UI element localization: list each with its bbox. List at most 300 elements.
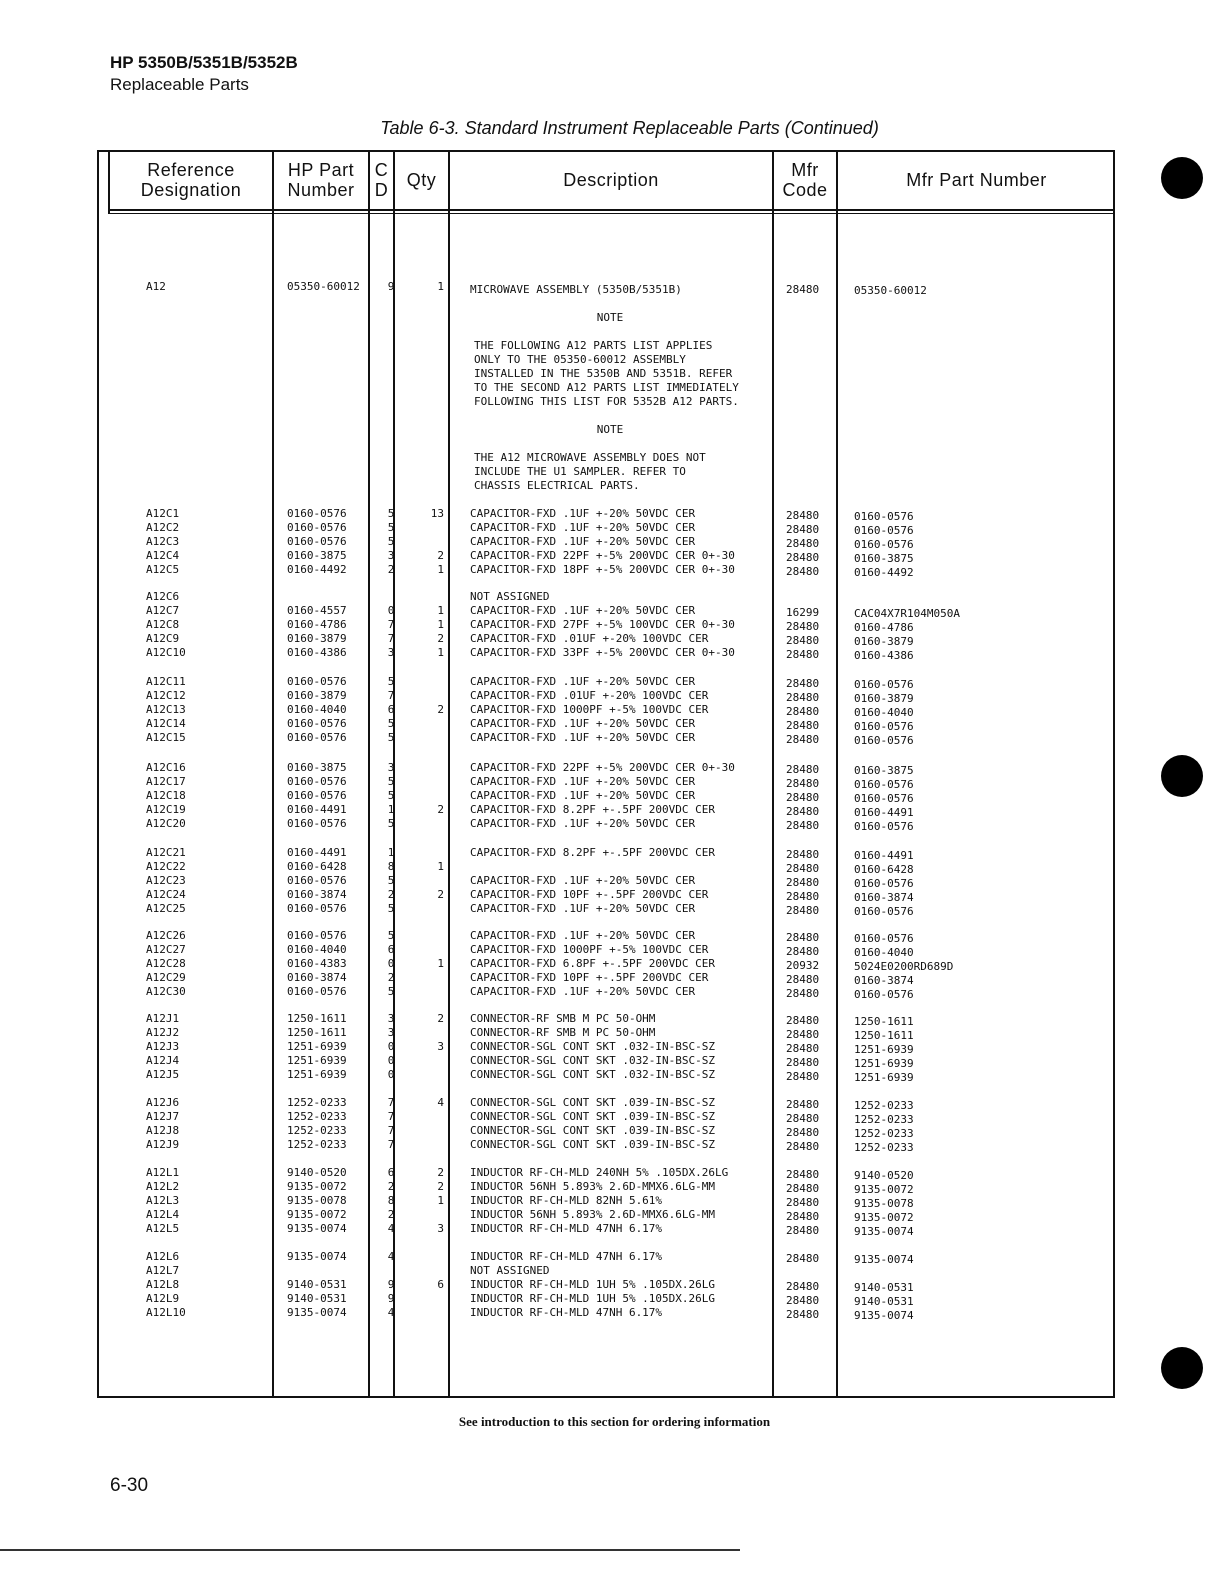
cell-mfr-part: CAC04X7R104M050A — [854, 606, 960, 620]
cell-mfr-code: 28480 — [786, 790, 820, 804]
cell-mfr-code: 28480 — [786, 804, 820, 818]
cell-mfr-part: 1252-0233 — [854, 1099, 914, 1112]
cell-hp-part: 1251-6939 — [287, 1053, 347, 1067]
cell-mfr-part: 0160-0576 — [854, 876, 914, 890]
cell-cd: 3 — [387, 548, 395, 562]
cell-mfr-code: 28480 — [786, 1209, 820, 1223]
table-caption: Table 6-3. Standard Instrument Replaceable Parts (Continued) — [380, 118, 879, 138]
cell-mfr-part: 0160-3874 — [854, 890, 914, 904]
cell-description: CAPACITOR-FXD 1000PF +-5% 100VDC CER — [470, 702, 709, 716]
cell-mfr-part: 0160-0576 — [854, 510, 914, 523]
cell-mfr-part: 0160-0576 — [854, 791, 914, 805]
cell-mfr-code: 28480 — [786, 1041, 820, 1055]
cell-description: CONNECTOR-SGL CONT SKT .039-IN-BSC-SZ — [470, 1096, 716, 1109]
cell-mfr-code: 28480 — [786, 1055, 820, 1069]
cell-qty: 2 — [437, 887, 444, 901]
cell-mfr-code: 28480 — [786, 550, 820, 564]
col-header-mfr-code: Mfr Code — [782, 160, 828, 200]
table-divider — [108, 213, 1115, 214]
cell-mfr-code: 28480 — [786, 1223, 820, 1237]
cell-ref: A12C21 — [146, 846, 186, 859]
cell-description: INDUCTOR RF-CH-MLD 47NH 6.17% — [470, 1221, 663, 1235]
cell-hp-part: 0160-3875 — [287, 761, 347, 774]
cell-description: CAPACITOR-FXD 22PF +-5% 200VDC CER 0+-30 — [470, 761, 735, 774]
col-header-mfr-part-number: Mfr Part Number — [906, 170, 1047, 190]
cell-ref: A12J7 — [146, 1109, 180, 1123]
cell-mfr-code: 28480 — [786, 861, 820, 875]
cell-qty: 3 — [437, 1039, 444, 1053]
cell-mfr-code: 28480 — [786, 1168, 820, 1181]
cell-qty: 2 — [437, 631, 444, 645]
cell-hp-part: 0160-4491 — [287, 802, 347, 816]
cell-mfr-code: 28480 — [786, 522, 820, 536]
note-text: THE A12 MICROWAVE ASSEMBLY DOES NOT INCLUDE THE U1 SAMPLER. REFER TO CHASSIS ELECTRICAL PARTS. — [474, 451, 706, 492]
cell-mfr-code: 28480 — [786, 509, 820, 522]
cell-mfr-code: 28480 — [786, 875, 820, 889]
cell-ref: A12C19 — [146, 802, 186, 816]
cell-mfr-part: 1250-1611 — [854, 1028, 914, 1042]
cell-hp-part: 1252-0233 — [287, 1109, 347, 1123]
cell-mfr-code: 28480 — [786, 619, 820, 633]
cell-cd: 5 — [387, 534, 395, 548]
cell-description: CAPACITOR-FXD .1UF +-20% 50VDC CER — [470, 534, 696, 548]
cell-hp-part: 0160-0576 — [287, 774, 347, 788]
cell-description: CONNECTOR-SGL CONT SKT .039-IN-BSC-SZ — [470, 1123, 716, 1137]
cell-ref: A12 — [146, 280, 166, 293]
cell-mfr-code: 28480 — [786, 1014, 820, 1027]
cell-cd: 0 — [387, 1039, 395, 1053]
cell-mfr-part: 1250-1611 — [854, 1015, 914, 1028]
cell-cd: 9 — [387, 280, 395, 293]
cell-qty: 2 — [437, 1166, 444, 1179]
cell-mfr-part: 1251-6939 — [854, 1070, 914, 1084]
cell-mfr-part: 1252-0233 — [854, 1112, 914, 1126]
cell-mfr-part: 05350-60012 — [854, 284, 927, 297]
cell-mfr-part: 0160-3879 — [854, 634, 914, 648]
cell-mfr-code: 28480 — [786, 1098, 820, 1111]
cell-hp-part: 0160-0576 — [287, 929, 347, 942]
cell-description: INDUCTOR RF-CH-MLD 1UH 5% .105DX.26LG — [470, 1277, 716, 1291]
cell-cd: 5 — [387, 929, 395, 942]
cell-hp-part: 0160-0576 — [287, 534, 347, 548]
cell-description: CAPACITOR-FXD .1UF +-20% 50VDC CER — [470, 929, 696, 942]
cell-cd: 3 — [387, 645, 395, 659]
note-text: THE FOLLOWING A12 PARTS LIST APPLIES ONLY TO THE 05350-60012 ASSEMBLY INSTALLED IN THE 5350B AND 5351B. REFER TO THE SECOND A12 PARTS LIST IMMEDIATELY FOLLOWING THIS LIST FOR 5352B A12 PARTS. — [474, 339, 739, 408]
cell-mfr-code: 28480 — [786, 1307, 820, 1321]
cell-hp-part: 0160-4786 — [287, 617, 347, 631]
cell-cd: 5 — [387, 675, 395, 688]
document-header — [110, 52, 298, 96]
cell-description: CAPACITOR-FXD .1UF +-20% 50VDC CER — [470, 716, 696, 730]
cell-cd: 6 — [387, 1166, 395, 1179]
cell-mfr-part: 9135-0072 — [854, 1210, 914, 1224]
cell-description: CAPACITOR-FXD 10PF +-.5PF 200VDC CER — [470, 887, 709, 901]
cell-ref: A12J1 — [146, 1012, 180, 1025]
cell-hp-part: 0160-0576 — [287, 901, 347, 915]
cell-ref: A12L6 — [146, 1250, 180, 1263]
cell-ref: A12C12 — [146, 688, 186, 702]
cell-cd: 7 — [387, 688, 395, 702]
cell-qty: 2 — [437, 548, 444, 562]
cell-cd: 2 — [387, 1207, 395, 1221]
cell-mfr-code: 16299 — [786, 605, 820, 619]
cell-cd: 7 — [387, 1137, 395, 1151]
cell-cd: 9 — [387, 1277, 395, 1291]
cell-hp-part: 05350-60012 — [287, 280, 360, 293]
col-header-description: Description — [563, 170, 659, 190]
cell-hp-part: 0160-4040 — [287, 702, 347, 716]
cell-mfr-part: 9135-0074 — [854, 1224, 914, 1238]
cell-mfr-code: 28480 — [786, 283, 820, 296]
cell-qty: 2 — [437, 1012, 444, 1025]
note-label: NOTE — [596, 423, 624, 436]
binding-hole — [1161, 755, 1203, 797]
cell-hp-part: 0160-3875 — [287, 548, 347, 562]
note-label: NOTE — [596, 311, 624, 324]
cell-ref: A12L5 — [146, 1221, 180, 1235]
cell-cd: 5 — [387, 816, 395, 830]
cell-mfr-part: 0160-6428 — [854, 862, 914, 876]
cell-description: CONNECTOR-SGL CONT SKT .039-IN-BSC-SZ — [470, 1109, 716, 1123]
cell-mfr-code: 28480 — [786, 1069, 820, 1083]
cell-description: CONNECTOR-SGL CONT SKT .032-IN-BSC-SZ — [470, 1053, 716, 1067]
cell-mfr-code: 28480 — [786, 1252, 820, 1265]
cell-qty: 1 — [437, 280, 444, 293]
cell-ref: A12C4 — [146, 548, 180, 562]
table-divider — [772, 150, 774, 1398]
cell-mfr-code: 28480 — [786, 972, 820, 986]
cell-cd: 8 — [387, 1193, 395, 1207]
cell-cd: 7 — [387, 1123, 395, 1137]
cell-mfr-part: 0160-0576 — [854, 777, 914, 791]
cell-cd: 5 — [387, 520, 395, 534]
cell-mfr-part: 0160-4040 — [854, 945, 914, 959]
cell-mfr-code: 28480 — [786, 848, 820, 861]
cell-cd: 4 — [387, 1305, 395, 1319]
cell-mfr-code: 28480 — [786, 690, 820, 704]
cell-mfr-code: 28480 — [786, 1111, 820, 1125]
cell-mfr-part: 9135-0074 — [854, 1253, 914, 1266]
col-header-reference-designation: Reference Designation — [140, 160, 242, 200]
col-header-qty: Qty — [406, 170, 437, 190]
cell-description: INDUCTOR 56NH 5.893% 2.6D-MMX6.6LG-MM — [470, 1207, 716, 1221]
cell-hp-part: 0160-4491 — [287, 846, 347, 859]
cell-mfr-code: 28480 — [786, 1125, 820, 1139]
cell-ref: A12L3 — [146, 1193, 180, 1207]
cell-ref: A12C28 — [146, 956, 186, 970]
cell-cd: 5 — [387, 788, 395, 802]
cell-description: NOT ASSIGNED — [470, 1263, 550, 1277]
cell-mfr-part: 1251-6939 — [854, 1056, 914, 1070]
cell-hp-part: 0160-0576 — [287, 816, 347, 830]
cell-description: CONNECTOR-RF SMB M PC 50-OHM — [470, 1025, 656, 1039]
cell-hp-part: 0160-0576 — [287, 788, 347, 802]
cell-description: CAPACITOR-FXD .1UF +-20% 50VDC CER — [470, 984, 696, 998]
cell-hp-part: 1252-0233 — [287, 1123, 347, 1137]
cell-ref: A12J6 — [146, 1096, 180, 1109]
cell-mfr-part: 0160-0576 — [854, 904, 914, 918]
cell-cd: 5 — [387, 984, 395, 998]
cell-ref: A12C5 — [146, 562, 180, 576]
cell-mfr-code: 28480 — [786, 647, 820, 661]
cell-cd: 7 — [387, 617, 395, 631]
cell-mfr-part: 1251-6939 — [854, 1042, 914, 1056]
cell-description: CAPACITOR-FXD .1UF +-20% 50VDC CER — [470, 901, 696, 915]
cell-hp-part: 0160-3874 — [287, 887, 347, 901]
cell-qty: 2 — [437, 1179, 444, 1193]
cell-ref: A12C6 — [146, 590, 180, 603]
cell-hp-part: 0160-0576 — [287, 873, 347, 887]
cell-hp-part: 1252-0233 — [287, 1096, 347, 1109]
cell-cd: 9 — [387, 1291, 395, 1305]
cell-hp-part: 0160-4040 — [287, 942, 347, 956]
cell-cd: 2 — [387, 887, 395, 901]
cell-ref: A12J5 — [146, 1067, 180, 1081]
cell-ref: A12C13 — [146, 702, 186, 716]
cell-description: CAPACITOR-FXD 22PF +-5% 200VDC CER 0+-30 — [470, 548, 735, 562]
cell-cd: 7 — [387, 631, 395, 645]
cell-ref: A12L4 — [146, 1207, 180, 1221]
cell-mfr-part: 9140-0520 — [854, 1169, 914, 1182]
cell-ref: A12L2 — [146, 1179, 180, 1193]
cell-mfr-code: 28480 — [786, 718, 820, 732]
col-header-hp-part-number: HP Part Number — [287, 160, 355, 200]
cell-ref: A12L9 — [146, 1291, 180, 1305]
cell-cd: 2 — [387, 562, 395, 576]
cell-hp-part: 9135-0072 — [287, 1207, 347, 1221]
cell-cd: 1 — [387, 802, 395, 816]
cell-ref: A12J8 — [146, 1123, 180, 1137]
cell-mfr-part: 0160-0576 — [854, 733, 914, 747]
cell-cd: 5 — [387, 774, 395, 788]
cell-hp-part: 0160-0576 — [287, 730, 347, 744]
cell-hp-part: 0160-4557 — [287, 603, 347, 617]
cell-cd: 3 — [387, 761, 395, 774]
cell-ref: A12C22 — [146, 859, 186, 873]
cell-cd: 5 — [387, 901, 395, 915]
cell-ref: A12C23 — [146, 873, 186, 887]
cell-description: CAPACITOR-FXD .1UF +-20% 50VDC CER — [470, 873, 696, 887]
cell-cd: 7 — [387, 1109, 395, 1123]
cell-hp-part: 1250-1611 — [287, 1025, 347, 1039]
cell-description: CAPACITOR-FXD 33PF +-5% 200VDC CER 0+-30 — [470, 645, 735, 659]
cell-cd: 4 — [387, 1221, 395, 1235]
cell-ref: A12C15 — [146, 730, 186, 744]
cell-qty: 4 — [437, 1096, 444, 1109]
cell-qty: 1 — [437, 645, 444, 659]
cell-hp-part: 0160-0576 — [287, 716, 347, 730]
cell-qty: 1 — [437, 617, 444, 631]
cell-ref: A12C17 — [146, 774, 186, 788]
cell-cd: 5 — [387, 873, 395, 887]
col-header-cd: C D — [374, 160, 389, 200]
cell-mfr-code: 28480 — [786, 1139, 820, 1153]
cell-cd: 0 — [387, 1067, 395, 1081]
cell-cd: 4 — [387, 1250, 395, 1263]
cell-description: INDUCTOR RF-CH-MLD 1UH 5% .105DX.26LG — [470, 1291, 716, 1305]
cell-cd: 2 — [387, 1179, 395, 1193]
cell-mfr-part: 0160-4040 — [854, 705, 914, 719]
cell-ref: A12C11 — [146, 675, 186, 688]
cell-ref: A12L8 — [146, 1277, 180, 1291]
cell-hp-part: 0160-0576 — [287, 520, 347, 534]
cell-ref: A12C25 — [146, 901, 186, 915]
table-divider — [836, 150, 838, 1398]
cell-cd: 3 — [387, 1012, 395, 1025]
cell-cd: 2 — [387, 970, 395, 984]
cell-mfr-part: 0160-3879 — [854, 691, 914, 705]
cell-mfr-part: 0160-0576 — [854, 819, 914, 833]
cell-cd: 1 — [387, 846, 395, 859]
ordering-info-note: See introduction to this section for ordering information — [458, 1414, 771, 1429]
cell-mfr-code: 28480 — [786, 564, 820, 578]
cell-ref: A12C18 — [146, 788, 186, 802]
cell-mfr-code: 28480 — [786, 1279, 820, 1293]
cell-ref: A12C20 — [146, 816, 186, 830]
cell-description: CONNECTOR-SGL CONT SKT .032-IN-BSC-SZ — [470, 1067, 716, 1081]
cell-ref: A12C14 — [146, 716, 186, 730]
cell-mfr-part: 0160-4491 — [854, 849, 914, 862]
cell-cd: 0 — [387, 603, 395, 617]
cell-ref: A12C26 — [146, 929, 186, 942]
cell-hp-part: 0160-3879 — [287, 631, 347, 645]
cell-mfr-part: 0160-0576 — [854, 932, 914, 945]
cell-ref: A12L7 — [146, 1263, 180, 1277]
cell-mfr-code: 28480 — [786, 1181, 820, 1195]
cell-mfr-part: 0160-3875 — [854, 764, 914, 777]
cell-mfr-part: 9135-0078 — [854, 1196, 914, 1210]
cell-mfr-code: 28480 — [786, 1195, 820, 1209]
cell-mfr-code: 28480 — [786, 1027, 820, 1041]
cell-hp-part: 9140-0520 — [287, 1166, 347, 1179]
cell-mfr-part: 0160-4786 — [854, 620, 914, 634]
cell-mfr-part: 9135-0074 — [854, 1308, 914, 1322]
cell-cd: 5 — [387, 507, 395, 520]
cell-mfr-part: 0160-4386 — [854, 648, 914, 662]
cell-mfr-part: 0160-0576 — [854, 678, 914, 691]
cell-hp-part: 0160-4492 — [287, 562, 347, 576]
cell-description: CONNECTOR-RF SMB M PC 50-OHM — [470, 1012, 656, 1025]
cell-mfr-part: 0160-0576 — [854, 719, 914, 733]
cell-qty: 1 — [437, 562, 444, 576]
table-divider — [272, 150, 274, 1398]
cell-mfr-part: 0160-0576 — [854, 537, 914, 551]
cell-qty: 6 — [437, 1277, 444, 1291]
cell-mfr-part: 0160-4491 — [854, 805, 914, 819]
cell-description: CAPACITOR-FXD 18PF +-5% 200VDC CER 0+-30 — [470, 562, 735, 576]
table-divider — [448, 150, 450, 1398]
cell-mfr-code: 28480 — [786, 677, 820, 690]
cell-description: CAPACITOR-FXD .1UF +-20% 50VDC CER — [470, 520, 696, 534]
cell-mfr-code: 28480 — [786, 1293, 820, 1307]
cell-description: CONNECTOR-SGL CONT SKT .039-IN-BSC-SZ — [470, 1137, 716, 1151]
cell-ref: A12C8 — [146, 617, 180, 631]
cell-mfr-code: 28480 — [786, 763, 820, 776]
cell-description: CAPACITOR-FXD 8.2PF +-.5PF 200VDC CER — [470, 802, 716, 816]
cell-hp-part: 0160-0576 — [287, 675, 347, 688]
cell-mfr-code: 28480 — [786, 732, 820, 746]
cell-mfr-code: 28480 — [786, 944, 820, 958]
cell-cd: 5 — [387, 716, 395, 730]
cell-description: CAPACITOR-FXD .01UF +-20% 100VDC CER — [470, 631, 709, 645]
cell-description: CAPACITOR-FXD 6.8PF +-.5PF 200VDC CER — [470, 956, 716, 970]
cell-hp-part: 9135-0072 — [287, 1179, 347, 1193]
cell-ref: A12J4 — [146, 1053, 180, 1067]
cell-mfr-part: 9140-0531 — [854, 1280, 914, 1294]
cell-hp-part: 1250-1611 — [287, 1012, 347, 1025]
cell-qty: 3 — [437, 1221, 444, 1235]
page-number: 6-30 — [110, 1475, 149, 1496]
cell-mfr-part: 0160-3874 — [854, 973, 914, 987]
cell-description: INDUCTOR 56NH 5.893% 2.6D-MMX6.6LG-MM — [470, 1179, 716, 1193]
cell-ref: A12C1 — [146, 507, 180, 520]
cell-hp-part: 9135-0078 — [287, 1193, 347, 1207]
cell-mfr-part: 9135-0072 — [854, 1182, 914, 1196]
cell-mfr-part: 1252-0233 — [854, 1126, 914, 1140]
cell-hp-part: 0160-6428 — [287, 859, 347, 873]
cell-ref: A12C9 — [146, 631, 180, 645]
cell-description: CAPACITOR-FXD 27PF +-5% 100VDC CER 0+-30 — [470, 617, 735, 631]
cell-qty: 2 — [437, 802, 444, 816]
cell-cd: 3 — [387, 1025, 395, 1039]
cell-description: CAPACITOR-FXD .1UF +-20% 50VDC CER — [470, 788, 696, 802]
cell-ref: A12J9 — [146, 1137, 180, 1151]
cell-cd: 6 — [387, 702, 395, 716]
page-divider — [0, 1549, 740, 1551]
cell-mfr-part: 0160-0576 — [854, 523, 914, 537]
cell-ref: A12J2 — [146, 1025, 180, 1039]
cell-cd: 7 — [387, 1096, 395, 1109]
cell-description: MICROWAVE ASSEMBLY (5350B/5351B) — [470, 283, 682, 296]
cell-description: CAPACITOR-FXD .1UF +-20% 50VDC CER — [470, 730, 696, 744]
cell-ref: A12C7 — [146, 603, 180, 617]
cell-description: CAPACITOR-FXD .1UF +-20% 50VDC CER — [470, 675, 696, 688]
cell-cd: 0 — [387, 956, 395, 970]
cell-qty: 2 — [437, 702, 444, 716]
cell-ref: A12J3 — [146, 1039, 180, 1053]
cell-description: INDUCTOR RF-CH-MLD 47NH 6.17% — [470, 1305, 663, 1319]
cell-description: CAPACITOR-FXD 8.2PF +-.5PF 200VDC CER — [470, 846, 716, 859]
cell-hp-part: 1251-6939 — [287, 1067, 347, 1081]
cell-qty: 1 — [437, 956, 444, 970]
cell-hp-part: 1251-6939 — [287, 1039, 347, 1053]
table-divider — [368, 150, 370, 1398]
cell-mfr-code: 28480 — [786, 536, 820, 550]
cell-description: NOT ASSIGNED — [470, 590, 550, 603]
cell-ref: A12C3 — [146, 534, 180, 548]
cell-qty: 1 — [437, 603, 444, 617]
cell-ref: A12C2 — [146, 520, 180, 534]
cell-hp-part: 0160-0576 — [287, 984, 347, 998]
cell-description: INDUCTOR RF-CH-MLD 47NH 6.17% — [470, 1250, 663, 1263]
cell-description: CAPACITOR-FXD 1000PF +-5% 100VDC CER — [470, 942, 709, 956]
cell-qty: 1 — [437, 1193, 444, 1207]
cell-description: CAPACITOR-FXD .1UF +-20% 50VDC CER — [470, 816, 696, 830]
binding-hole — [1161, 157, 1203, 199]
cell-hp-part: 9135-0074 — [287, 1221, 347, 1235]
cell-ref: A12C16 — [146, 761, 186, 774]
cell-description: CAPACITOR-FXD .1UF +-20% 50VDC CER — [470, 774, 696, 788]
cell-hp-part: 9135-0074 — [287, 1305, 347, 1319]
cell-mfr-code: 28480 — [786, 931, 820, 944]
model-title: HP 5350B/5351B/5352B — [110, 53, 298, 72]
cell-mfr-code: 20932 — [786, 958, 820, 972]
section-title: Replaceable Parts — [110, 75, 249, 94]
cell-hp-part: 1252-0233 — [287, 1137, 347, 1151]
cell-description: CONNECTOR-SGL CONT SKT .032-IN-BSC-SZ — [470, 1039, 716, 1053]
cell-cd: 0 — [387, 1053, 395, 1067]
cell-hp-part: 0160-3879 — [287, 688, 347, 702]
